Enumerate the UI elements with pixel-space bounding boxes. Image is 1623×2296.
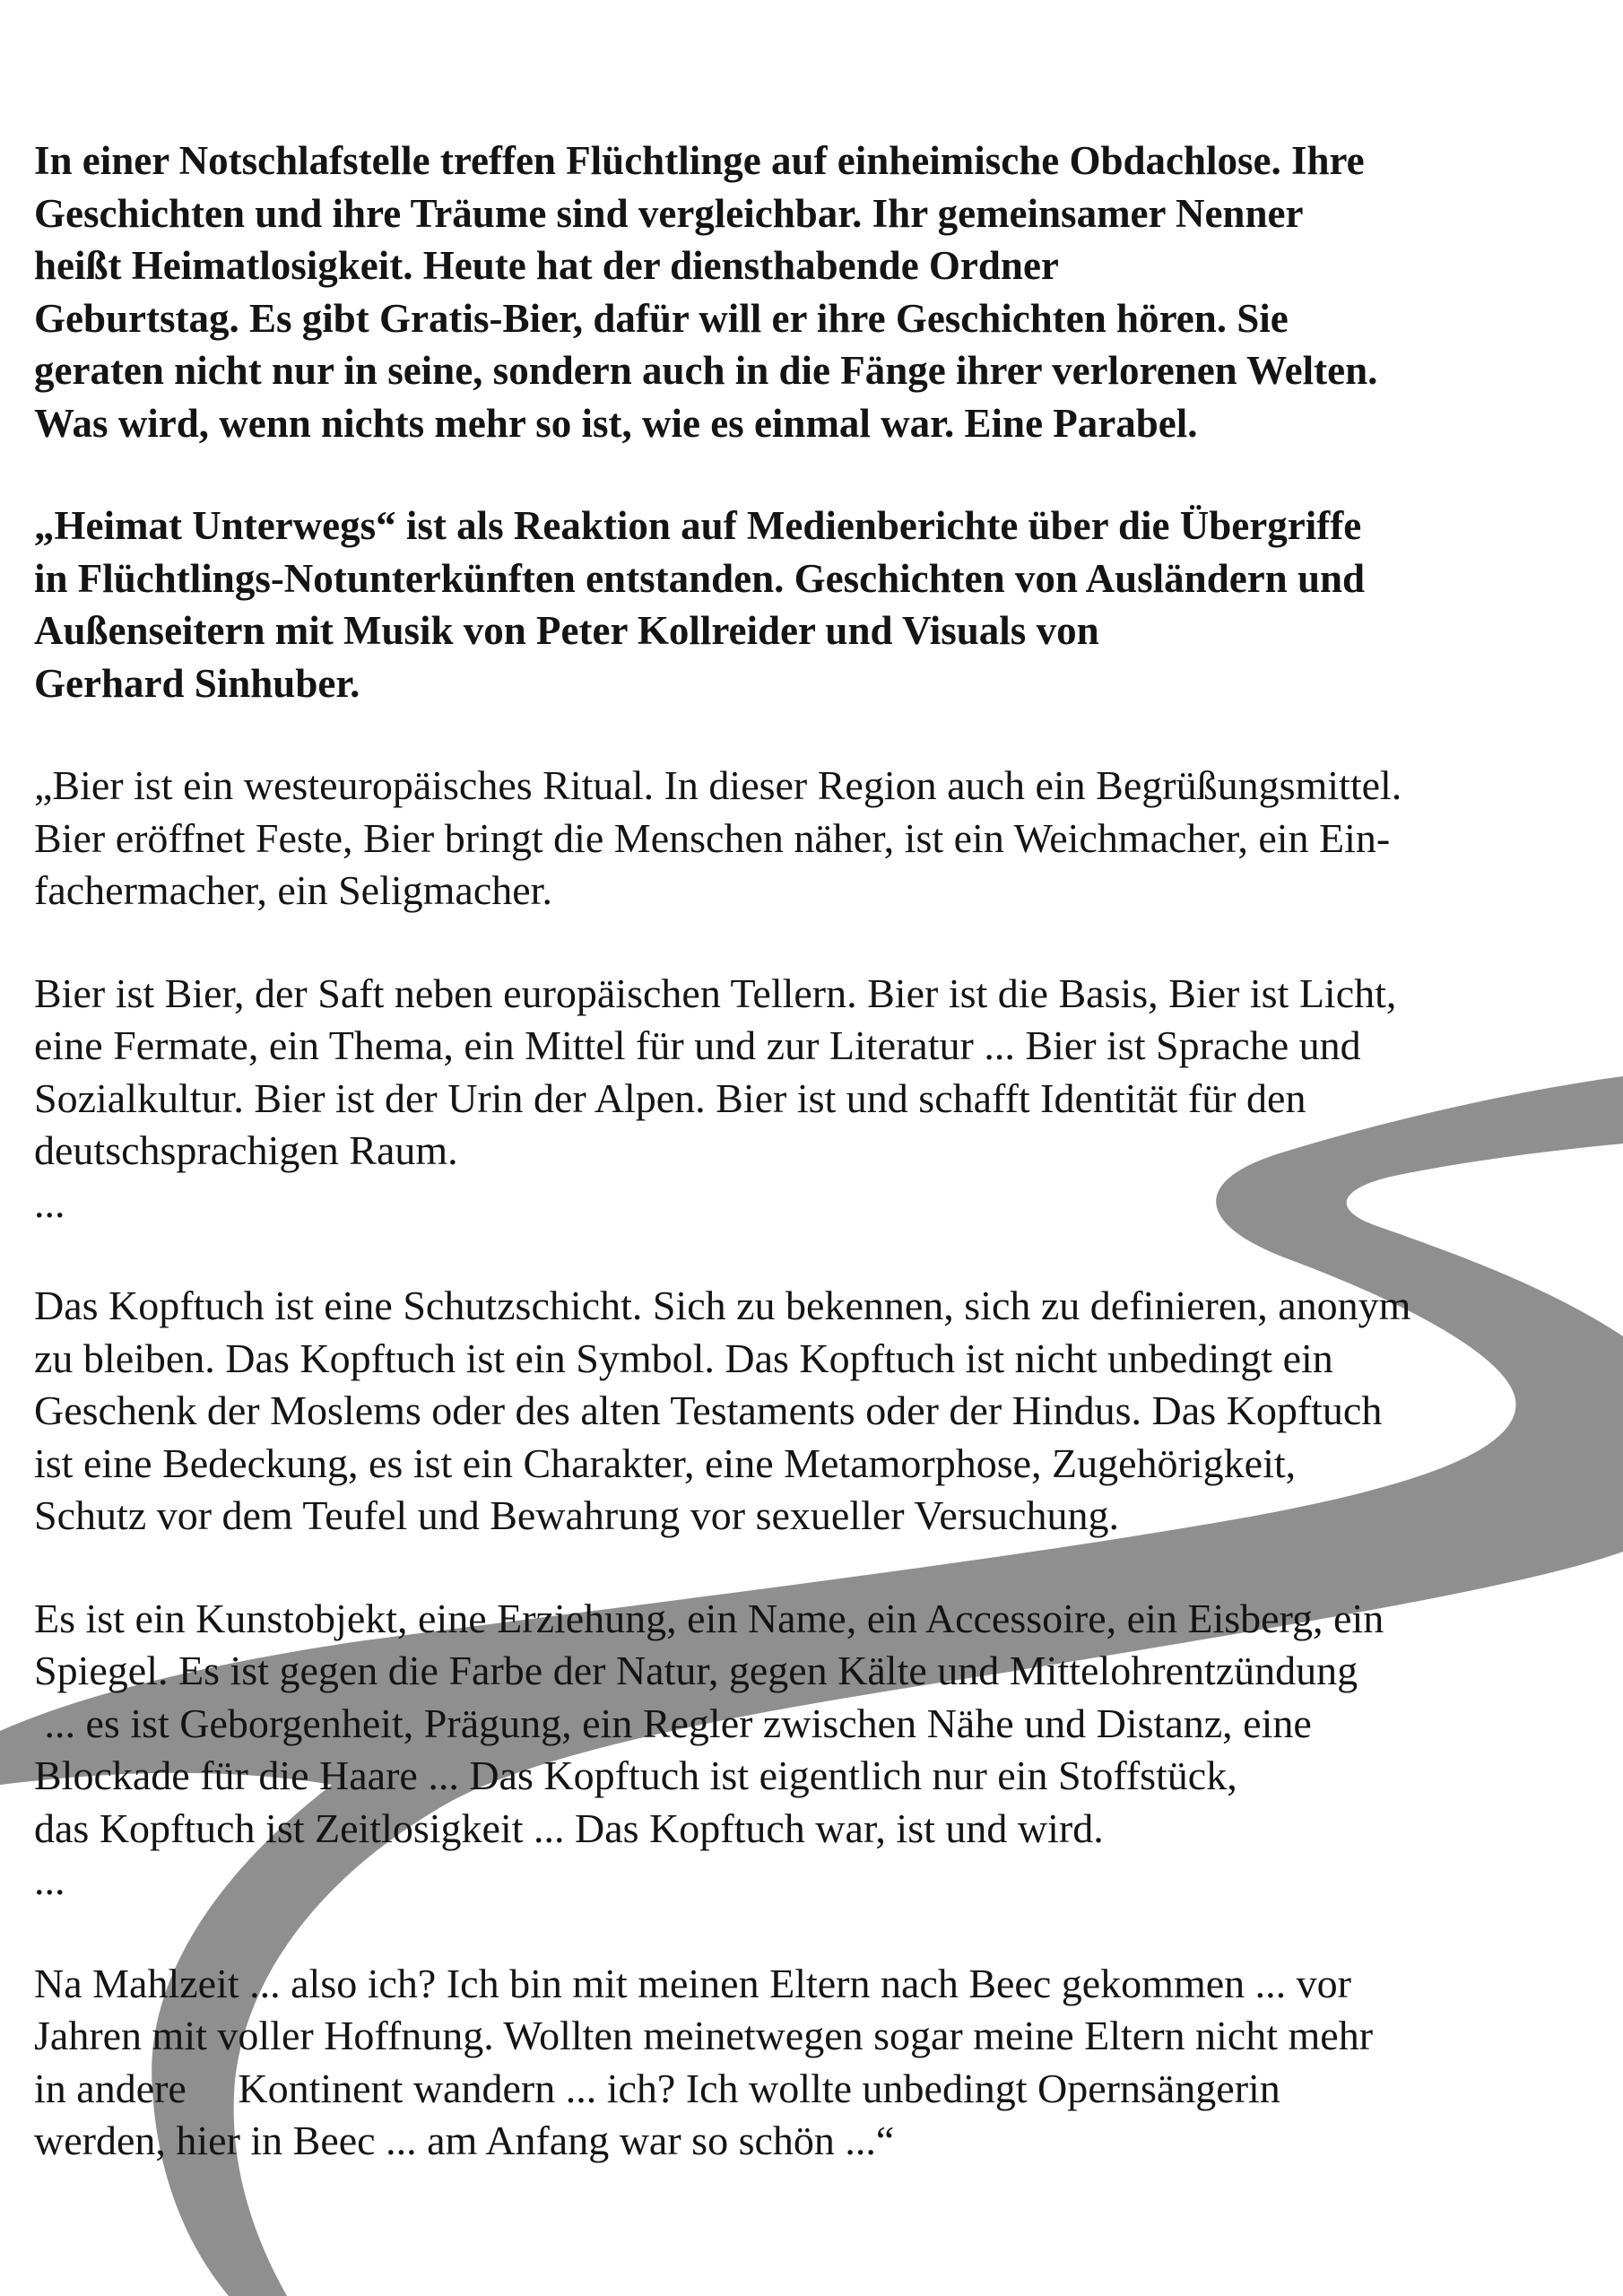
text-line: „Bier ist ein westeuropäisches Ritual. In dieser Region auch ein Begrüßungsmittel. [34, 762, 1402, 808]
quote-headscarf-symbol [34, 1280, 1599, 1543]
text-line: ... es ist Geborgenheit, Prägung, ein Regler zwischen Nähe und Distanz, eine [34, 1700, 1312, 1746]
text-line: Gerhard Sinhuber. [34, 660, 360, 706]
text-line: in andere Kontinent wandern ... ich? Ich wollte unbedingt Opernsängerin [34, 2065, 1280, 2111]
text-line: werden, hier in Beec ... am Anfang war so schön ...“ [34, 2118, 895, 2163]
text-line: geraten nicht nur in seine, sondern auch in die Fänge ihrer verlorenen Welten. [34, 348, 1378, 393]
text-line: Geburtstag. Es gibt Gratis-Bier, dafür will er ihre Geschichten hören. Sie [34, 295, 1289, 341]
document-body [34, 135, 1599, 2218]
text-line: Schutz vor dem Teufel und Bewahrung vor sexueller Versuchung. [34, 1492, 1119, 1538]
ellipsis-line: ... [34, 1857, 65, 1903]
text-line: In einer Notschlafstelle treffen Flüchtlinge auf einheimische Obdachlose. Ihre [34, 138, 1365, 183]
text-line: das Kopftuch ist Zeitlosigkeit ... Das Kopftuch war, ist und wird. [34, 1805, 1104, 1851]
text-line: Jahren mit voller Hoffnung. Wollten meinetwegen sogar meine Eltern nicht mehr [34, 2013, 1374, 2058]
text-line: Spiegel. Es ist gegen die Farbe der Natur, gegen Kälte und Mittelohrentzündung [34, 1648, 1358, 1693]
text-line: heißt Heimatlosigkeit. Heute hat der diensthabende Ordner [34, 243, 1059, 288]
text-line: in Flüchtlings-Notunterkünften entstanden. Geschichten von Ausländern und [34, 555, 1366, 601]
text-line: eine Fermate, ein Thema, ein Mittel für und zur Literatur ... Bier ist Sprache und [34, 1022, 1361, 1068]
text-line: Blockade für die Haare ... Das Kopftuch ist eigentlich nur ein Stoffstück, [34, 1752, 1237, 1798]
quote-beer-intro [34, 760, 1599, 918]
text-line: Na Mahlzeit ... also ich? Ich bin mit meinen Eltern nach Beec gekommen ... vor [34, 1960, 1351, 2006]
text-line: Sozialkultur. Bier ist der Urin der Alpen. Bier ist und schafft Identität für den [34, 1074, 1306, 1121]
text-line: zu bleiben. Das Kopftuch ist ein Symbol. Das Kopftuch ist nicht unbedingt ein [34, 1335, 1333, 1381]
text-line: Was wird, wenn nichts mehr so ist, wie es einmal war. Eine Parabel. [34, 400, 1198, 446]
ellipsis-line: ... [34, 1179, 65, 1226]
quote-headscarf-object [34, 1593, 1599, 1908]
quote-opera-singer [34, 1958, 1599, 2168]
text-line: ist eine Bedeckung, es ist ein Charakter, eine Metamorphose, Zugehörigkeit, [34, 1439, 1297, 1486]
text-line: Bier ist Bier, der Saft neben europäischen Tellern. Bier ist die Basis, Bier ist Licht, [34, 970, 1397, 1016]
text-line: Geschenk der Moslems oder des alten Testaments oder der Hindus. Das Kopftuch [34, 1387, 1383, 1433]
text-line: deutschsprachigen Raum. [34, 1127, 458, 1173]
text-line: Außenseitern mit Musik von Peter Kollreider und Visuals von [34, 608, 1099, 653]
text-line: „Heimat Unterwegs“ ist als Reaktion auf Medienberichte über die Übergriffe [34, 503, 1362, 548]
quote-beer-identity [34, 968, 1599, 1231]
text-line: Bier eröffnet Feste, Bier bringt die Menschen näher, ist ein Weichmacher, ein Ein- [34, 814, 1391, 861]
text-line: Geschichten und ihre Träume sind vergleichbar. Ihr gemeinsamer Nenner [34, 190, 1304, 236]
text-line: fachermacher, ein Seligmacher. [34, 867, 552, 913]
text-line: Das Kopftuch ist eine Schutzschicht. Sich zu bekennen, sich zu definieren, anonym [34, 1283, 1411, 1328]
intro-paragraph [34, 135, 1599, 449]
about-paragraph [34, 500, 1599, 709]
text-line: Es ist ein Kunstobjekt, eine Erziehung, ein Name, ein Accessoire, ein Eisberg, ein [34, 1595, 1384, 1641]
